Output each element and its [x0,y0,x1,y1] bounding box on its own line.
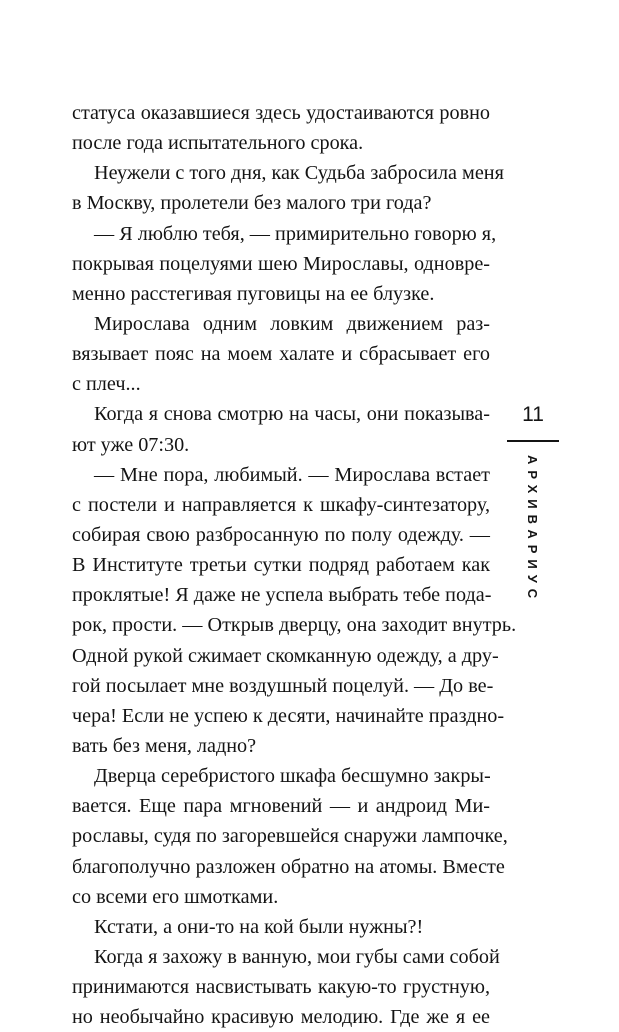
text-line: — Я люблю тебя, — примирительно говорю я, [94,222,497,245]
text-line: благополучно разложен обратно на атомы. Вместе [72,855,505,878]
text-line: Одной рукой сжимает скомканную одежду, а дру- [72,644,499,667]
text-line: вать без меня, ладно? [72,734,257,757]
text-line: рок, прости. — Открыв дверцу, она заходит внутрь. [72,614,517,637]
divider [507,440,559,442]
text-line: — Мне пора, любимый. — Мирослава встает [94,463,490,486]
text-line: гой посылает мне воздушный поцелуй. — До ве- [72,674,494,697]
text-line: покрывая поцелуями шею Мирославы, одновре- [72,252,490,275]
text-line: Когда я снова смотрю на часы, они показыва- [94,403,490,426]
text-line: Мирослава одним ловким движением раз- [94,312,490,335]
text-line: Кстати, а они-то на кой были нужны?! [94,915,424,938]
running-title: АРХИВАРИУС [525,455,540,605]
text-line: Когда я захожу в ванную, мои губы сами собой [94,945,500,968]
text-line: но необычайно красивую мелодию. Где же я ее [72,1006,490,1029]
text-line: статуса оказавшиеся здесь удостаиваются ровно [72,102,490,124]
text-line: собирая свою разбросанную по полу одежду. — [72,523,490,546]
text-line: чера! Если не успею к десяти, начинайте праздно- [72,704,505,727]
text-line: в Москву, пролетели без малого три года? [72,192,432,215]
text-line: В Институте третьи сутки подряд работаем как [72,554,490,577]
body-text [72,98,517,1032]
page-number: 11 [522,403,544,426]
text-line: с постели и направляется к шкафу-синтезатору, [72,493,490,516]
text-line: со всеми его шмотками. [72,885,279,908]
text-line: Дверца серебристого шкафа бесшумно закры- [94,765,491,788]
text-line: после года испытательного срока. [72,132,364,155]
text-line: рославы, судя по загоревшейся снаружи лампочке, [72,825,508,848]
text-line: проклятые! Я даже не успела выбрать тебе пода- [72,584,492,607]
text-line: вязывает пояс на моем халате и сбрасывает его [72,343,490,366]
text-line: принимаются насвистывать какую-то грустную, [72,976,490,999]
text-line: вается. Еще пара мгновений — и андроид Ми- [72,795,490,818]
text-line: Неужели с того дня, как Судьба забросила меня [94,162,504,185]
text-line: с плеч... [72,373,141,396]
text-line: ют уже 07:30. [72,433,190,456]
text-line: менно расстегивая пуговицы на ее блузке. [72,282,435,305]
